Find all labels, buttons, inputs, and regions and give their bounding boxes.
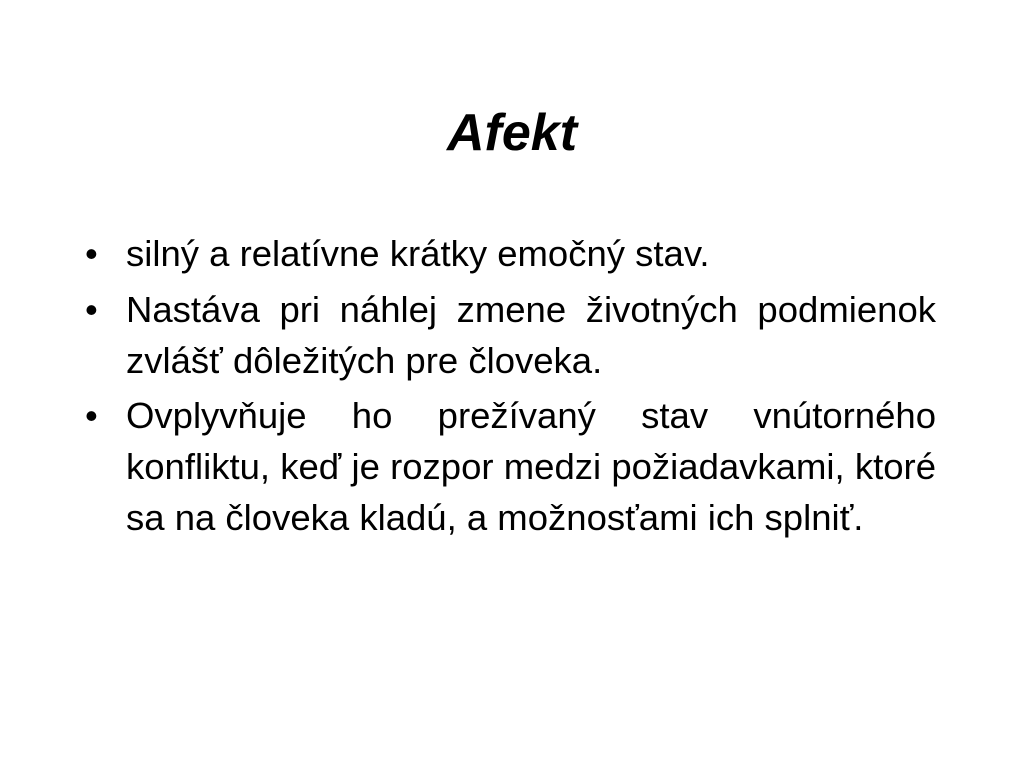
bullet-text: silný a relatívne krátky emočný stav. bbox=[126, 233, 710, 274]
bullet-item bbox=[85, 284, 936, 386]
bullet-list bbox=[85, 228, 936, 548]
bullet-dot-icon: • bbox=[85, 233, 98, 274]
bullet-dot-icon: • bbox=[85, 288, 98, 330]
bullet-text: Ovplyvňuje ho prežívaný stav vnútorného konfliktu, keď je rozpor medzi požiadavkami, ktoré sa na človeka kladú, a možnosťami ich splniť. bbox=[126, 395, 936, 538]
bullet-dot-icon: • bbox=[85, 395, 98, 436]
bullet-item bbox=[85, 228, 936, 279]
bullet-item bbox=[85, 390, 936, 543]
slide-title: Afekt bbox=[446, 104, 578, 162]
bullet-text: Nastáva pri náhlej zmene životných podmienok zvlášť dôležitých pre človeka. bbox=[126, 288, 936, 381]
